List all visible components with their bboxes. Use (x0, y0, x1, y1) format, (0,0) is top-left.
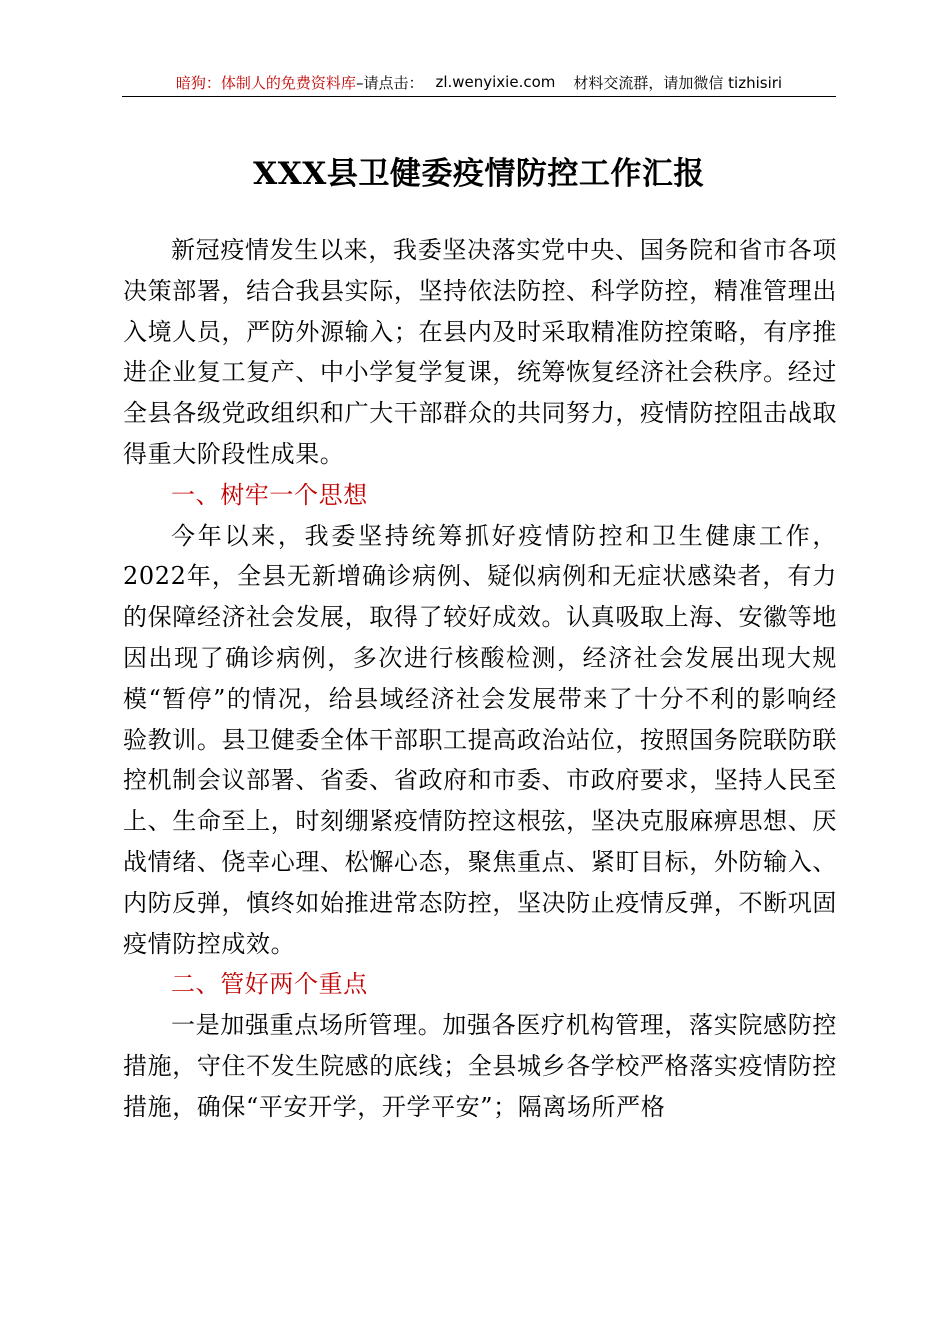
header-brand-text: 暗狗：体制人的免费资料库 (175, 73, 356, 92)
intro-paragraph: 新冠疫情发生以来，我委坚决落实党中央、国务院和省市各项决策部署，结合我县实际，坚持依法防控、科学防控，精准管理出入境人员，严防外源输入；在县内及时采取精准防控策略，有序推进企业复工复产、中小学复学复课，统筹恢复经济社会秩序。经过全县各级党政组织和广大干部群众的共同努力，疫情防控阻击战取得重大阶段性成果。 (123, 236, 837, 468)
document-body (123, 230, 837, 1128)
header-url-link[interactable]: zl.wenyixie.com (435, 73, 556, 91)
header-divider (122, 96, 836, 97)
section-paragraph-2: 一是加强重点场所管理。加强各医疗机构管理，落实院感防控措施，守住不发生院感的底线；全县城乡各学校严格落实疫情防控措施，确保“平安开学，开学平安”；隔离场所严格 (123, 1011, 837, 1121)
section-paragraph-1: 今年以来，我委坚持统筹抓好疫情防控和卫生健康工作，2022年，全县无新增确诊病例、疑似病例和无症状感染者，有力的保障经济社会发展，取得了较好成效。认真吸取上海、安徽等地因出现了确诊病例，多次进行核酸检测，经济社会发展出现大规模“暂停”的情况，给县域经济社会发展带来了十分不利的影响经验教训。县卫健委全体干部职工提高政治站位，按照国务院联防联控机制会议部署、省委、省政府和市委、市政府要求，坚持人民至上、生命至上，时刻绷紧疫情防控这根弦，坚决克服麻痹思想、厌战情绪、侥幸心理、松懈心态，聚焦重点、紧盯目标，外防输入、内防反弹，慎终如始推进常态防控，坚决防止疫情反弹，不断巩固疫情防控成效。 (123, 521, 837, 958)
header-contact-text: 材料交流群，请加微信 tizhisiri (573, 73, 783, 92)
header-click-prompt: –请点击： (355, 73, 424, 92)
document-title: XXX县卫健委疫情防控工作汇报 (253, 156, 705, 192)
page-header (122, 68, 836, 96)
section-heading-2: 二、管好两个重点 (171, 970, 368, 999)
section-heading-1: 一、树牢一个思想 (171, 480, 368, 509)
